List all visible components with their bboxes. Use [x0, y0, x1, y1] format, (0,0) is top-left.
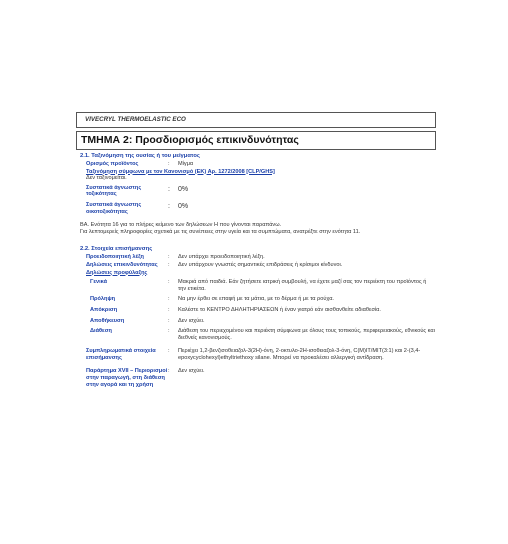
general-label: Γενικά	[90, 279, 108, 286]
response-row: Απόκριση : Καλέστε το ΚΕΝΤΡΟ ΔΗΛΗΤΗΡΙΑΣΕΩΝ ή έναν γιατρό εάν αισθανθείτε αδιαθεσία.	[76, 307, 436, 314]
acute-toxicity-value: 0%	[178, 185, 189, 193]
general-row: Γενικά : Μακριά από παιδιά. Εάν ζητήσετε ιατρική συμβουλή, να έχετε μαζί σας τον περιέκτη του προϊόντος ή την ετικέτα.	[76, 279, 436, 292]
not-classified-text: Δεν ταξινομείται.	[86, 175, 127, 182]
ecotoxicity-row: Συστατικά άγνωστης οικοτοξικότητας : 0%	[76, 202, 436, 215]
response-label: Απόκριση	[90, 306, 118, 313]
regulation-link[interactable]: Ταξινόμηση σύμφωνα με τον Κανονισμό (ΕΚ) Αρ. 1272/2008 [CLP/GHS]	[86, 168, 275, 175]
disposal-row: Διάθεση : Διάθεση του περιεχομένου και περιέκτη σύμφωνα με όλους τους τοπικούς, περιφερειακούς, εθνικούς και διεθνείς κανονισμούς.	[76, 328, 436, 341]
supplemental-value: Περιέχει 1,2-βενζισοθειαζολ-3(2H)-όνη, 2-οκτυλο-2H-ισοθειαζολ-3-όνη, C(M)IT/MIT(3:1) και 2-(3,4-epoxycyclohexyl)ethyltriethoxy silane. Μπορεί να προκαλέσει αλλεργική αντίδραση.	[178, 348, 421, 361]
product-name: VIVECRYL THERMOELASTIC ECO	[85, 116, 186, 123]
annex-value: Δεν ισχύει.	[178, 368, 205, 375]
product-header	[76, 112, 436, 128]
acute-toxicity-label: Συστατικά άγνωστης τοξικότητας	[86, 184, 142, 198]
general-value: Μακριά από παιδιά. Εάν ζητήσετε ιατρική συμβουλή, να έχετε μαζί σας τον περιέκτη του προϊόντος ή την ετικέτα.	[178, 279, 427, 292]
ecotoxicity-label: Συστατικά άγνωστης οικοτοξικότητας	[86, 201, 142, 215]
prevention-value: Να μην έρθει σε επαφή με τα μάτια, με το δέρμα ή με τα ρούχα.	[178, 296, 334, 303]
storage-value: Δεν ισχύει.	[178, 317, 205, 324]
annex-row: Παράρτημα XVII – Περιορισμοί στην παραγωγή, στη διάθεση στην αγορά και τη χρήση : Δεν ισχύει.	[76, 368, 436, 388]
disposal-label: Διάθεση	[90, 328, 112, 335]
document-page	[76, 112, 436, 389]
section-title: ΤΜΗΜΑ 2: Προσδιορισμός επικινδυνότητας	[81, 134, 299, 146]
signal-word-row: Προειδοποιητική λέξη : Δεν υπάρχει προειδοποιητική λέξη.	[76, 254, 436, 261]
signal-word-label: Προειδοποιητική λέξη	[86, 254, 144, 261]
product-definition-row: Ορισμός προϊόντος : Μίγμα	[76, 161, 436, 168]
ecotoxicity-value: 0%	[178, 202, 189, 210]
prevention-row: Πρόληψη : Να μην έρθει σε επαφή με τα μάτια, με το δέρμα ή με τα ρούχα.	[76, 296, 436, 303]
hazard-statements-value: Δεν υπάρχουν γνωστές σημαντικές επιδράσεις ή κρίσιμοι κίνδυνοι.	[178, 261, 343, 268]
precautionary-statements-heading: Δηλώσεις προφύλαξης	[86, 269, 148, 276]
hazard-statements-row: Δηλώσεις επικινδυνότητας : Δεν υπάρχουν γνωστές σημαντικές επιδράσεις ή κρίσιμοι κίνδυνοι.	[76, 262, 436, 269]
prevention-label: Πρόληψη	[90, 296, 116, 303]
signal-word-value: Δεν υπάρχει προειδοποιητική λέξη.	[178, 254, 265, 261]
supplemental-label: Συμπληρωματικά στοιχεία επισήμανσης	[86, 348, 156, 361]
health-effects-note: Για λεπτομερείς πληροφορίες σχετικά με τις συνέπειες στην υγεία και τα συμπτώματα, ανατρέξτε στην ενότητα 11.	[80, 228, 361, 235]
response-value: Καλέστε το ΚΕΝΤΡΟ ΔΗΛΗΤΗΡΙΑΣΕΩΝ ή έναν γιατρό εάν αισθανθείτε αδιαθεσία.	[178, 306, 381, 313]
disposal-value: Διάθεση του περιεχομένου και περιέκτη σύμφωνα με όλους τους τοπικούς, περιφερειακούς, εθνικούς και διεθνείς κανονισμούς.	[178, 328, 435, 341]
storage-label: Αποθήκευση	[90, 317, 125, 324]
subsection-2-1-heading: 2.1. Ταξινόμηση της ουσίας ή του μείγματος	[80, 153, 200, 159]
acute-toxicity-row: Συστατικά άγνωστης τοξικότητας : 0%	[76, 185, 436, 198]
supplemental-row: Συμπληρωματικά στοιχεία επισήμανσης : Περιέχει 1,2-βενζισοθειαζολ-3(2H)-όνη, 2-οκτυλο-2H-ισοθειαζολ-3-όνη, C(M)IT/MIT(3:1) και 2-(3,4-epoxycyclohexyl)ethyltriethoxy silane. Μπορεί να προκαλέσει αλλεργική αντίδραση.	[76, 348, 436, 361]
product-definition-label: Ορισμός προϊόντος	[86, 161, 139, 167]
product-definition-value: Μίγμα	[178, 161, 194, 167]
storage-row: Αποθήκευση : Δεν ισχύει.	[76, 318, 436, 325]
subsection-2-2-heading: 2.2. Στοιχεία επισήμανσης	[80, 246, 153, 253]
h-statements-note: ΒΑ. Ενότητα 16 για το πλήρες κείμενο των δηλώσεων H που γίνονται παραπάνω.	[80, 222, 282, 229]
section-header	[76, 131, 436, 150]
hazard-statements-label: Δηλώσεις επικινδυνότητας	[86, 261, 158, 268]
annex-label: Παράρτημα XVII – Περιορισμοί στην παραγωγή, στη διάθεση στην αγορά και τη χρήση	[86, 368, 168, 388]
